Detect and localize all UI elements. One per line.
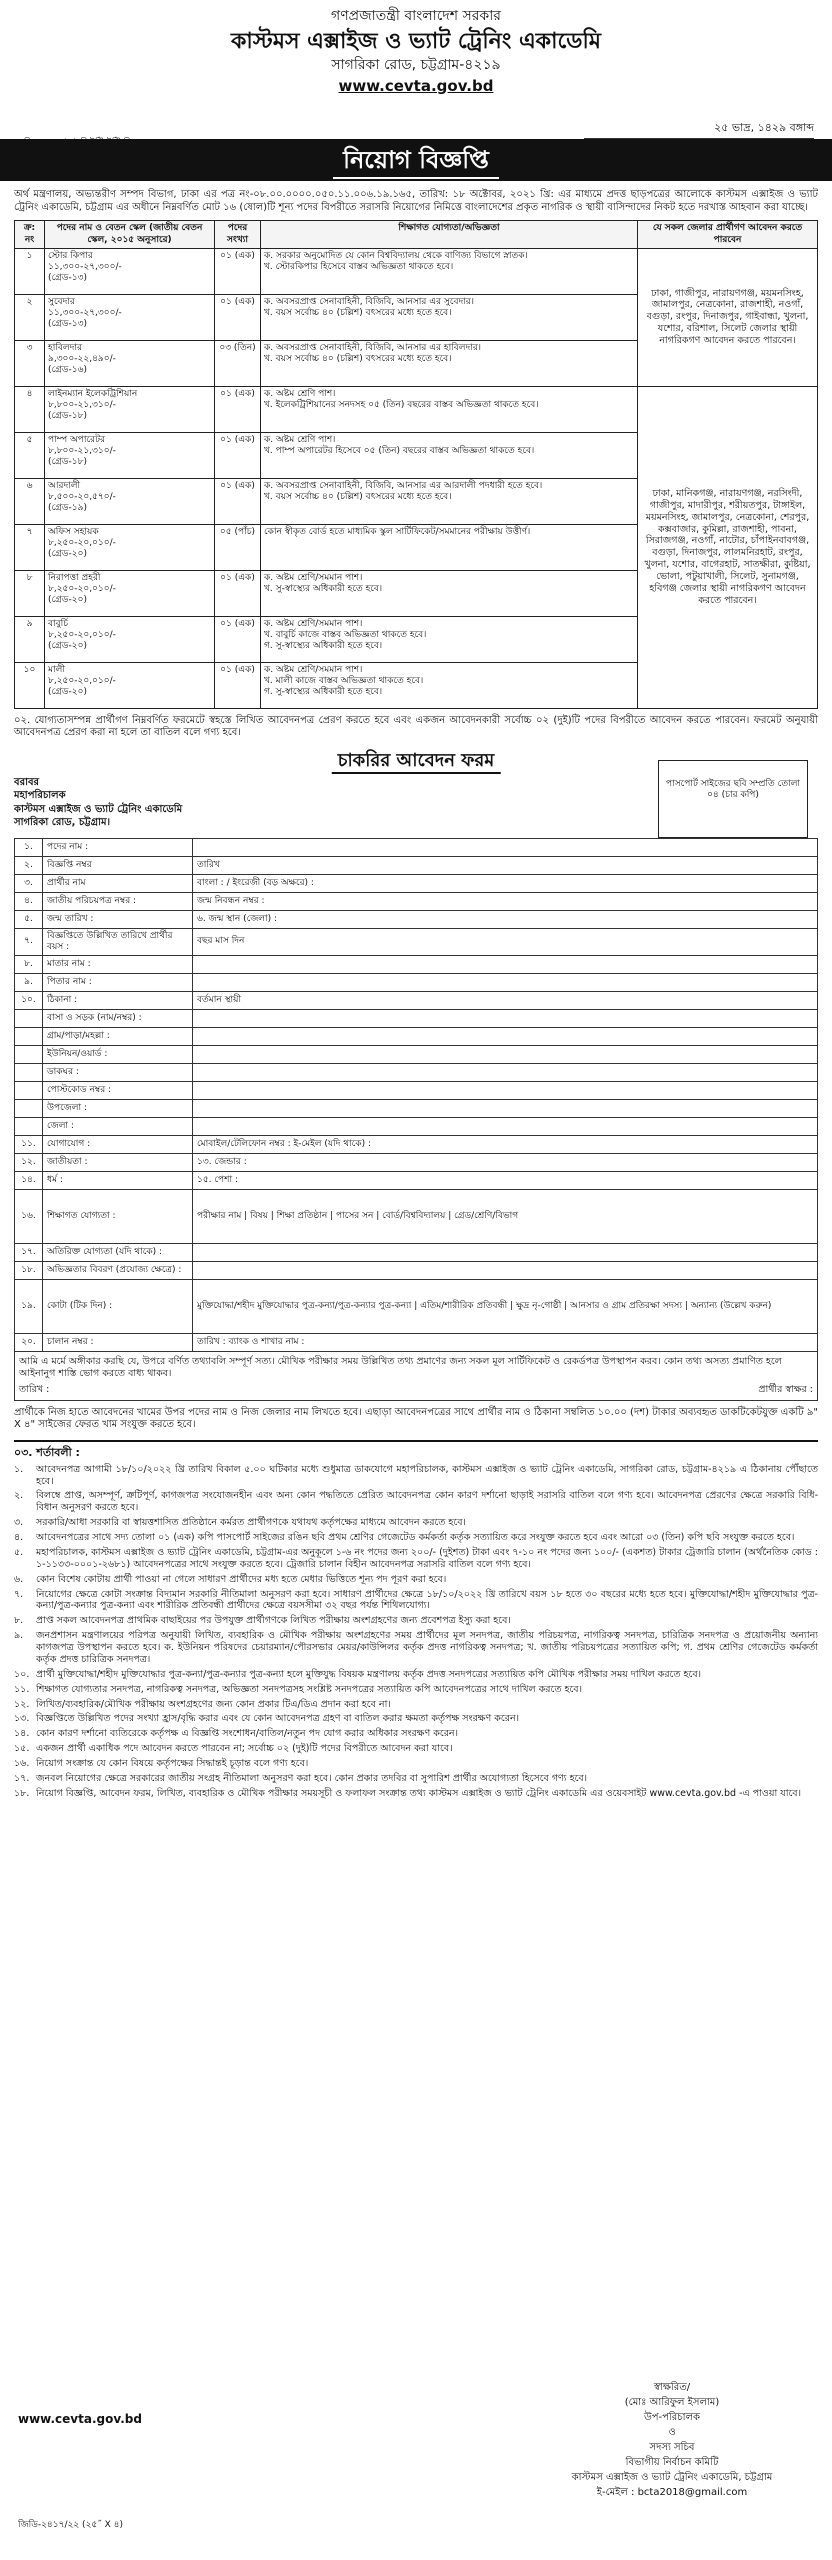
condition-number: ১৭. [14, 1772, 30, 1784]
form-row [15, 1280, 818, 1334]
condition-number: ৯. [14, 1630, 24, 1642]
form-row [15, 974, 818, 992]
form-row-label: কোটা (টিক দিন) : [43, 1280, 193, 1334]
condition-number: ২. [14, 1490, 24, 1502]
form-title: চাকরির আবেদন ফরম [332, 750, 501, 775]
job-grade: (গ্রেড-২০) [48, 595, 87, 606]
form-row-extra: বাংলা : / ইংরেজী (বড় অক্ষরে) : [193, 874, 818, 892]
form-row-label: বিজ্ঞপ্তিতে উল্লিখিত তারিখে প্রার্থীর বয়স : [43, 928, 193, 956]
form-row-number: ১৪. [15, 1172, 43, 1190]
notice-title: নিয়োগ বিজ্ঞপ্তি [333, 143, 499, 179]
condition-text: সরকারি/আধা সরকারি বা স্বায়ত্তশাসিত প্রতিষ্ঠানে কর্মরত প্রার্থীগণকে যথাযথ কর্তৃপক্ষের মাধ্যমে আবেদন করতে হবে। [36, 1517, 466, 1529]
form-row-field[interactable] [193, 1100, 818, 1118]
application-form [14, 838, 818, 1353]
academy-address: সাগরিকা রোড, চট্টগ্রাম-৪২১৯ [331, 57, 501, 73]
condition-text: আবেদনপত্র আগামী ১৮/১০/২০২২ খ্রি তারিখ বিকাল ৫.০০ ঘটিকার মধ্যে শুধুমাত্র ডাকযোগে মহাপরিচালক, কাস্টমস এক্সাইজ ও ভ্যাট ট্রেনিং একাডেমি, সাগরিকা রোড, চট্টগ্রাম-৪২১৯ এ ঠিকানায় পৌঁছাতে হবে। [36, 1463, 818, 1487]
form-row-field[interactable] [193, 1064, 818, 1082]
job-grade: (গ্রেড-১৩) [48, 319, 87, 330]
form-row-number: ১০. [15, 992, 43, 1010]
job-post [45, 478, 215, 524]
job-scale: ৯,৩০০-২২,৪৯০/- [48, 354, 116, 364]
job-qual-line: খ. বয়স সর্বোচ্চ ৪০ (চল্লিশ) বৎসরের মধ্যে হতে হবে। [264, 308, 452, 318]
job-post-name: বাবুর্চি [48, 618, 69, 629]
form-row-number: ১৯. [15, 1280, 43, 1334]
condition-text: কোন কারণ দর্শানো ব্যতিরেকে কর্তৃপক্ষ এ বিজ্ঞপ্তি সংশোধন/বাতিল/নতুন পদ যোগ করার অধিকার সংরক্ষণ করেন। [36, 1728, 459, 1740]
condition-item [14, 1490, 818, 1514]
job-qual-line: খ. পাম্প অপারেটর হিসেবে ০৫ (তিন) বছরের বাস্তব অভিজ্ঞতা থাকতে হবে। [264, 446, 535, 456]
form-row-number [15, 1010, 43, 1028]
condition-item [14, 1589, 818, 1613]
form-row-extra: মোবাইল/টেলিফোন নম্বর : ই-মেইল (যদি থাকে) : [193, 1136, 818, 1154]
condition-number: ১. [14, 1463, 24, 1475]
job-post [45, 294, 215, 340]
notice-banner [0, 139, 832, 181]
col-post: পদের নাম ও বেতন স্কেল (জাতীয় বেতন স্কেল, ২০১৫ অনুসারে) [45, 221, 215, 249]
job-post-name: অফিস সহায়ক [48, 526, 99, 537]
photo-box: পাসপোর্ট সাইজের ছবি সম্প্রতি তোলা ০৪ (চার কপি) [658, 760, 808, 838]
form-row [15, 838, 818, 856]
job-qual-line: ক. সরকার অনুমোদিত যে কোন বিশ্ববিদ্যালয় থেকে বাণিজ্য বিভাগে স্নাতক। [264, 250, 528, 261]
form-row-extra: বর্তমান স্থায়ী [193, 992, 818, 1010]
signer-committee: বিভাগীয় নির্বাচন কমিটি [625, 2457, 719, 2468]
job-qual-line: গ. সু-স্বাস্থ্যের অধিকারী হতে হবে। [264, 687, 383, 698]
footer-website[interactable]: www.cevta.gov.bd [18, 2412, 142, 2426]
condition-number: ১২. [14, 1698, 30, 1710]
job-no: ৫ [15, 432, 45, 478]
condition-text: বিজ্ঞপ্তিতে উল্লিখিত পদের সংখ্যা হ্রাস/বৃদ্ধি করার এবং যে কোন আবেদনপত্র গ্রহণ বা বাতিল করার ক্ষমতা কর্তৃপক্ষ সংরক্ষণ করেন। [36, 1713, 520, 1725]
job-qual-line: ক. অষ্টম শ্রেণি/সমমান পাশ। [264, 664, 363, 675]
job-grade: (গ্রেড-১৩) [48, 273, 87, 284]
form-body [15, 838, 818, 1352]
job-qual-line: ক. অষ্টম শ্রেণি/সমমান পাশ। [264, 618, 363, 629]
condition-text: আবেদনপত্রের সাথে সদ্য তোলা ০১ (এক) কপি পাসপোর্ট সাইজের রঙিন ছবি প্রথম শ্রেণির গেজেটেড কর্মকর্তা কর্তৃক সত্যায়িত করে সংযুক্ত করতে হবে এবং আরো ০৩ (তিন) কপি ছবি সংযুক্ত করতে হবে। [36, 1532, 795, 1543]
form-row [15, 1136, 818, 1154]
form-row-field[interactable] [193, 1262, 818, 1280]
job-row [15, 386, 818, 432]
condition-text: নিয়োগের ক্ষেত্রে কোটা সংক্রান্ত বিদ্যমান সরকারি নীতিমালা অনুসরণ করা হবে। সাধারণ প্রার্থীদের ক্ষেত্রে ১৮/১০/২০২২ খ্রি তারিখে বয়স ১৮ হতে ৩০ বছরের মধ্যে হতে হবে। মুক্তিযোদ্ধা/শহীদ মুক্তিযোদ্ধার পুত্র-কন্যা/পুত্র-কন্যার পুত্র-কন্যা এবং শারীরিক প্রতিবন্ধী প্রার্থীদের ক্ষেত্রে বয়সসীমা ৩২ বছর পর্যন্ত শিথিলযোগ্য। [36, 1588, 818, 1612]
form-row-number [15, 1118, 43, 1136]
signer-name: (মোঃ আরিফুল ইসলাম) [624, 2397, 720, 2408]
job-count: ০১ (এক) [215, 616, 261, 662]
job-count: ০১ (এক) [215, 432, 261, 478]
form-row-field[interactable] [193, 1244, 818, 1262]
condition-item [14, 1773, 818, 1785]
job-qual-line: ক. অবসরপ্রাপ্ত সেনাবাহিনী, বিজিবি, আনসার এর সুবেদার। [264, 296, 474, 307]
job-grade: (গ্রেড-২০) [48, 687, 87, 698]
form-row-number: ২০. [15, 1334, 43, 1352]
condition-number: ১৬. [14, 1758, 30, 1769]
form-row [15, 1064, 818, 1082]
job-no: ২ [15, 294, 45, 340]
form-row [15, 928, 818, 956]
form-row [15, 910, 818, 928]
form-row [15, 1010, 818, 1028]
condition-item [14, 1699, 818, 1711]
signer-and: ও [668, 2427, 676, 2438]
form-row-number: ৫. [15, 910, 43, 928]
form-row-field[interactable] [193, 1010, 818, 1028]
form-row [15, 892, 818, 910]
job-qual-line: ক. অবসরপ্রাপ্ত সেনাবাহিনী, বিজিবি, আনসার এর হাবিলদার। [264, 342, 482, 353]
condition-number: ১৫. [14, 1743, 30, 1755]
job-post-name: পাম্প অপারেটর [48, 434, 105, 445]
job-qualification [261, 662, 638, 708]
condition-text: জনপ্রশাসন মন্ত্রণালয়ের পরিপত্র অনুযায়ী লিখিত, ব্যবহারিক ও মৌখিক পরীক্ষায় অংশগ্রহণের সময় প্রার্থীদের মূল সনদপত্র, জাতীয় পরিচয়পত্র, নাগরিকত্ব সনদপত্র, চারিত্রিক সনদপত্র ও প্রয়োজনীয় অন্যান্য কাগজপত্র উপস্থাপন করতে হবে। ক. ইউনিয়ন পরিষদের চেয়ারম্যান/পৌরসভার মেয়র/কাউন্সিলর কর্তৃক প্রদত্ত নাগরিকত্ব সনদপত্র; খ. জাতীয় পরিচয়পত্রের সত্যায়িত কপি; গ. প্রথম শ্রেণির গেজেটেড কর্মকর্তা কর্তৃক প্রদত্ত চারিত্রিক সনদপত্র। [36, 1630, 818, 1665]
condition-number: ৫. [14, 1546, 24, 1558]
condition-item [14, 1713, 818, 1725]
form-row-number: ১. [15, 838, 43, 856]
job-count: ০১ (এক) [215, 294, 261, 340]
form-row [15, 1262, 818, 1280]
print-code: জিডি-২৪১৭/২২ (২৫˝ X ৪) [18, 2520, 123, 2530]
form-row-number: ৩. [15, 874, 43, 892]
addr-line-2: মহাপরিচালক [14, 790, 66, 802]
form-row-number [15, 1028, 43, 1046]
signer-member: সদস্য সচিব [649, 2442, 695, 2453]
addr-line-3: কাস্টমস এক্সাইজ ও ভ্যাট ট্রেনিং একাডেমি [14, 803, 183, 815]
form-signature-label: প্রার্থীর স্বাক্ষর : [758, 1384, 813, 1395]
form-row [15, 1244, 818, 1262]
job-count: ০১ (এক) [215, 478, 261, 524]
form-row [15, 1100, 818, 1118]
job-post [45, 662, 215, 708]
condition-number: ৪. [14, 1532, 24, 1543]
intro-paragraph: অর্থ মন্ত্রণালয়, অভ্যন্তরীণ সম্পদ বিভাগ, ঢাকা এর পত্র নং-০৮.০০.০০০০.০৫০.১১.০০৬.১৯.১৬৫, তারিখ: ১৮ অক্টোবর, ২০২১ খ্রি: এর মাধ্যমে প্রদত্ত ছাড়পত্রের আলোকে কাস্টমস এক্সাইজ ও ভ্যাট ট্রেনিং একাডেমি, চট্টগ্রাম এর অধীনে নিম্নবর্ণিত মোট ১৬ (ষোল)টি শূন্য পদের বিপরীতে সরাসরি নিয়োগের নিমিত্তে বাংলাদেশের প্রকৃত নাগরিক ও স্থায়ী বাসিন্দাদের নিকট হতে দরখাস্ত আহবান করা যাচ্ছে। [14, 189, 818, 213]
form-row-extra: ৬. জন্ম স্থান (জেলা) : [193, 910, 818, 928]
form-row-label: শিক্ষাগত যোগ্যতা : [43, 1190, 193, 1244]
job-qualification [261, 340, 638, 386]
condition-item [14, 1788, 818, 1800]
job-qual-line: খ. বয়স সর্বোচ্চ ৪০ (চল্লিশ) বৎসরের মধ্যে হতে হবে। [264, 354, 452, 364]
job-post [45, 432, 215, 478]
form-row-field[interactable] [193, 1118, 818, 1136]
job-count: ০১ (এক) [215, 662, 261, 708]
job-count: ০৫ (পাঁচ) [215, 524, 261, 570]
job-post-name: হাবিলদার [48, 342, 82, 353]
form-row-label: ধর্ম : [43, 1172, 193, 1190]
job-no: ৯ [15, 616, 45, 662]
job-post-name: নিরাপত্তা প্রহরী [48, 572, 101, 583]
form-row-label: গ্রাম/পাড়া/মহল্লা : [43, 1028, 193, 1046]
addr-line-4: সাগরিকা রোড, চট্টগ্রাম। [14, 817, 111, 829]
condition-item [14, 1669, 818, 1681]
job-grade: (গ্রেড-১৮) [48, 411, 87, 422]
condition-number: ১১. [14, 1683, 30, 1695]
job-qualification [261, 478, 638, 524]
job-grade: (গ্রেড-২০) [48, 641, 87, 652]
signer-email[interactable]: ই-মেইল : bcta2018@gmail.com [596, 2487, 748, 2498]
form-row-label: জেলা : [43, 1118, 193, 1136]
form-row-number: ১৬. [15, 1190, 43, 1244]
job-count: ০১ (এক) [215, 248, 261, 294]
job-qual-line: খ. স্টোরকিপার হিসেবে বাস্তব অভিজ্ঞতা থাকতে হবে। [264, 262, 454, 272]
col-qual: শিক্ষাগত যোগ্যতা/অভিজ্ঞতা [261, 221, 638, 249]
form-row-label: অতিরিক্ত যোগ্যতা (যদি থাকে) : [43, 1244, 193, 1262]
form-row-extra: মুক্তিযোদ্ধা/শহীদ মুক্তিযোদ্ধার পুত্র-কন্যা/পুত্র-কন্যার পুত্র-কন্যা | এতিম/শারীরিক প্রতিবন্ধী | ক্ষুদ্র নৃ-গোষ্ঠী | আনসার ও গ্রাম প্রতিরক্ষা সদস্য | অন্যান্য (উল্লেখ করুন) [193, 1280, 818, 1334]
condition-item [14, 1517, 818, 1529]
job-qual-line: ক. অষ্টম শ্রেণি পাশ। [264, 434, 336, 445]
form-row-field[interactable] [193, 1028, 818, 1046]
form-row-number [15, 1046, 43, 1064]
job-post-name: স্টোর কিপার [48, 250, 93, 261]
form-row-extra: পরীক্ষার নাম | বিষয় | শিক্ষা প্রতিষ্ঠান | পাসের সন | বোর্ড/বিশ্ববিদ্যালয় | গ্রেড/শ্রেণি/বিভাগ [193, 1190, 818, 1244]
job-scale: ৮,২৫০-২০,০১০/- [48, 676, 116, 686]
job-count: ০১ (এক) [215, 386, 261, 432]
condition-number: ১৮. [14, 1787, 30, 1799]
form-row-label: ইউনিয়ন/ওয়ার্ড : [43, 1046, 193, 1064]
form-row [15, 1118, 818, 1136]
condition-number: ৬. [14, 1573, 24, 1585]
job-count: ০১ (এক) [215, 570, 261, 616]
form-row-number [15, 1064, 43, 1082]
signed-label: স্বাক্ষরিত/ [653, 2382, 691, 2393]
form-row-label: পদের নাম : [43, 838, 193, 856]
form-row-label: ঠিকানা : [43, 992, 193, 1010]
form-row [15, 874, 818, 892]
job-qual-line: খ. বাবুর্চি কাজে বাস্তব অভিজ্ঞতা থাকতে হবে। [264, 630, 427, 640]
job-post [45, 570, 215, 616]
form-row [15, 992, 818, 1010]
job-post [45, 386, 215, 432]
job-qualification [261, 248, 638, 294]
col-no: ক্র: নং [15, 221, 45, 249]
condition-item [14, 1758, 818, 1770]
condition-number: ১৩. [14, 1713, 30, 1725]
form-row-field[interactable] [193, 974, 818, 992]
job-qualification [261, 616, 638, 662]
form-row-label: অভিজ্ঞতার বিবরণ (প্রযোজ্য ক্ষেত্রে) : [43, 1262, 193, 1280]
form-row-label: পিতার নাম : [43, 974, 193, 992]
form-row [15, 1154, 818, 1172]
form-row-label: বিজ্ঞপ্তি নম্বর [43, 856, 193, 874]
condition-text: প্রাপ্ত সকল আবেদনপত্র প্রাথমিক বাছাইয়ের পর উপযুক্ত প্রার্থীগণকে লিখিত পরীক্ষায় অংশগ্রহণের জন্য প্রবেশপত্র ইস্যু করা হবে। [36, 1615, 511, 1627]
job-qual-line: গ. সু-স্বাস্থ্যের অধিকারী হতে হবে। [264, 641, 383, 652]
job-no: ৭ [15, 524, 45, 570]
signer-title: উপ-পরিচালক [643, 2412, 701, 2423]
condition-text: কোন বিশেষ কোটায় প্রার্থী পাওয়া না গেলে সাধারণ প্রার্থীদের মধ্য হতে মেধার ভিত্তিতে শূন্য পদ পূরণ করা হবে। [36, 1573, 447, 1585]
form-row-label: চালান নম্বর : [43, 1334, 193, 1352]
condition-item [14, 1743, 818, 1755]
form-row-extra: জন্ম নিবন্ধন নম্বর : [193, 892, 818, 910]
condition-item [14, 1464, 818, 1488]
job-grade: (গ্রেড-১৬) [48, 365, 87, 376]
job-qual-line: ক. অষ্টম শ্রেণি পাশ। [264, 388, 336, 399]
job-post-name: লাইনম্যান ইলেকট্রিশিয়ান [48, 388, 138, 399]
job-post-name: সুবেদার [48, 296, 75, 307]
form-row-number: ৪. [15, 892, 43, 910]
form-row-field[interactable] [193, 1046, 818, 1064]
condition-text: শিক্ষাগত যোগ্যতার সনদপত্র, নাগরিকত্ব সনদপত্র, অভিজ্ঞতা সনদপত্রসহ সংশ্লিষ্ট সনদপত্রের সত্যায়িত কপি আবেদনপত্রের সাথে দাখিল করতে হবে। [36, 1683, 582, 1695]
condition-item [14, 1684, 818, 1696]
conditions-list [14, 1464, 818, 1800]
job-post-name: আরদালী [48, 480, 81, 491]
form-row-label: জাতীয়তা : [43, 1154, 193, 1172]
jobs-body [15, 248, 818, 708]
form-row-label: জাতীয় পরিচয়পত্র নম্বর : [43, 892, 193, 910]
academy-website[interactable]: www.cevta.gov.bd [338, 76, 494, 95]
form-row-number: ৮. [15, 956, 43, 974]
job-qualification [261, 386, 638, 432]
form-row-number: ১১. [15, 1136, 43, 1154]
form-row-field[interactable] [193, 1082, 818, 1100]
job-qual-line: ক. অবসরপ্রাপ্ত সেনাবাহিনী, বিজিবি, আনসার এর আরদালী পদধারী হতে হবে। [264, 480, 543, 491]
job-qual-line: ক. অষ্টম শ্রেণি/সমমান পাশ। [264, 572, 363, 583]
condition-text: জনবল নিয়োগের ক্ষেত্রে সরকারের জাতীয় সংগ্রহ নীতিমালা অনুসরণ করা হবে। কোন প্রকার তদবির বা সুপারিশ প্রার্থীর অযোগ্যতা হিসেবে গণ্য হবে। [36, 1772, 588, 1784]
form-row-field[interactable] [193, 956, 818, 974]
districts-group-a: ঢাকা, গাজীপুর, নারায়ণগঞ্জ, ময়মনসিংহ, জামালপুর, নেত্রকোনা, রাজশাহী, নওগাঁ, বগুড়া, রংপুর, দিনাজপুর, গাইবান্ধা, খুলনা, যশোর, বরিশাল, সিলেট জেলার স্থায়ী নাগরিকগণ আবেদন করতে পারবেন। [638, 248, 818, 386]
form-row-extra: তারিখ : ব্যাংক ও শাখার নাম : [193, 1334, 818, 1352]
condition-item [14, 1547, 818, 1571]
job-no: ৩ [15, 340, 45, 386]
declaration [14, 1351, 818, 1401]
col-count: পদের সংখ্যা [215, 221, 261, 249]
form-row [15, 856, 818, 874]
job-count: ০৩ (তিন) [215, 340, 261, 386]
form-row-number: ১৭. [15, 1244, 43, 1262]
job-qual-line: খ. বয়স সর্বোচ্চ ৪০ (চল্লিশ) বৎসরের মধ্যে হতে হবে। [264, 492, 452, 502]
form-row-number: ২. [15, 856, 43, 874]
form-row-label: বাসা ও সড়ক (নাম/নম্বর) : [43, 1010, 193, 1028]
job-qual-line: খ. সু-স্বাস্থ্যের অধিকারী হতে হবে। [264, 584, 383, 594]
form-date-label: তারিখ : [19, 1384, 50, 1395]
condition-item [14, 1630, 818, 1666]
addr-line-1: বরাবর [14, 776, 40, 788]
academy-name: কাস্টমস এক্সাইজ ও ভ্যাট ট্রেনিং একাডেমি [230, 28, 601, 54]
condition-item [14, 1532, 818, 1544]
condition-number: ১০. [14, 1668, 30, 1680]
form-row-extra: ১৩. জেন্ডার : [193, 1154, 818, 1172]
form-row-extra: তারিখ [193, 856, 818, 874]
form-row [15, 1028, 818, 1046]
form-row [15, 1190, 818, 1244]
job-scale: ৮,২৫০-২০,০১০/- [48, 538, 116, 548]
form-row-label: প্রার্থীর নাম [43, 874, 193, 892]
declaration-text: আমি এ মর্মে অঙ্গীকার করছি যে, উপরে বর্ণিত তথ্যাবলি সম্পূর্ণ সত্য। মৌখিক পরীক্ষার সময় উল্লিখিত তথ্য প্রমাণের জন্য সকল মূল সার্টিফিকেট ও রেকর্ডপত্র উপস্থাপন করব। কোন তথ্য অসত্য প্রমাণিত হলে আইনানুগ শাস্তি ভোগ করতে বাধ্য থাকব। [19, 1356, 782, 1380]
job-post [45, 340, 215, 386]
districts-group-b: ঢাকা, মানিকগঞ্জ, নারায়ণগঞ্জ, নরসিংদী, গাজীপুর, মাদারীপুর, শরীয়তপুর, টাঙ্গাইল, ময়মনসিংহ, জামালপুর, নেত্রকোনা, শেরপুর, কক্সবাজার, কুমিল্লা, রাজশাহী, পাবনা, সিরাজগঞ্জ, নওগাঁ, নাটোর, চাঁপাইনবাবগঞ্জ, বগুড়া, দিনাজপুর, লালমনিরহাট, রংপুর, খুলনা, যশোর, বাগেরহাট, সাতক্ষীরা, কুষ্টিয়া, ভোলা, পটুয়াখালী, সিলেট, সুনামগঞ্জ, হবিগঞ্জ জেলার স্থায়ী নাগরিকগণ আবেদন করতে পারবেন। [638, 386, 818, 708]
condition-text: মহাপরিচালক, কাস্টমস এক্সাইজ ও ভ্যাট ট্রেনিং একাডেমি, চট্টগ্রাম-এর অনুকূলে ১-৬ নং পদের জন্য ২০০/- (দুইশত) টাকা এবং ৭-১০ নং পদের জন্য ১০০/- (একশত) টাকার ট্রেজারি চালান (অর্থনৈতিক কোড : ১-১১৩৩-০০০১-২৬৮১) আবেদনপত্রের সাথে সংযুক্ত করতে হবে। ট্রেজারি চালান বিহীন আবেদনপত্র সরাসরি বাতিল বলে গণ্য হবে। [36, 1546, 818, 1570]
job-grade: (গ্রেড-১৯) [48, 503, 87, 514]
form-row-label: ডাকঘর : [43, 1064, 193, 1082]
job-post-name: মালী [48, 664, 65, 675]
form-row-label: মাতার নাম : [43, 956, 193, 974]
jobs-table [14, 220, 818, 709]
condition-item [14, 1574, 818, 1586]
signature-block [552, 2380, 792, 2500]
job-scale: ৮,২৫০-২০,০১০/- [48, 584, 116, 594]
form-row-extra: ১৫. পেশা : [193, 1172, 818, 1190]
job-post [45, 616, 215, 662]
condition-item [14, 1728, 818, 1740]
job-grade: (গ্রেড-২০) [48, 549, 87, 560]
signer-org: কাস্টমস এক্সাইজ ও ভ্যাট ট্রেনিং একাডেমি, চট্টগ্রাম [571, 2472, 773, 2483]
job-scale: ১১,৩০০-২৭,৩০০/- [48, 262, 122, 272]
job-post [45, 248, 215, 294]
jobs-header-row [15, 221, 818, 249]
conditions-title: ০৩. শর্তাবলী : [14, 1440, 818, 1460]
form-row-number: ১৮. [15, 1262, 43, 1280]
form-row [15, 1082, 818, 1100]
job-qual-line: খ. মালী কাজে বাস্তব অভিজ্ঞতা থাকতে হবে। [264, 676, 424, 686]
job-post [45, 524, 215, 570]
condition-number: ৭. [14, 1588, 24, 1600]
job-no: ৬ [15, 478, 45, 524]
job-qualification [261, 570, 638, 616]
condition-number: ৩. [14, 1517, 24, 1529]
condition-text: নিয়োগ বিজ্ঞপ্তি, আবেদন ফরম, লিখিত, ব্যবহারিক ও মৌখিক পরীক্ষার সময়সূচী ও ফলাফল সংক্রান্ত তথ্য কাস্টমস এক্সাইজ ও ভ্যাট ট্রেনিং একাডেমি এর ওয়েবসাইট www.cevta.gov.bd -এ পাওয়া যাবে। [36, 1787, 801, 1799]
form-row [15, 1334, 818, 1352]
letterhead [14, 0, 818, 95]
job-no: ৪ [15, 386, 45, 432]
job-qual-line: খ. ইলেকট্রিশিয়ানের সনদসহ ০৫ (তিন) বছরের বাস্তব অভিজ্ঞতা থাকতে হবে। [264, 400, 539, 410]
form-row-number [15, 1082, 43, 1100]
job-qualification [261, 432, 638, 478]
job-scale: ৮,৮০০-২১,৩১০/- [48, 446, 116, 456]
form-row-label: যোগাযোগ : [43, 1136, 193, 1154]
condition-number: ১৪. [14, 1728, 30, 1740]
form-row-field[interactable] [193, 838, 818, 856]
condition-text: প্রার্থী মুক্তিযোদ্ধা/শহীদ মুক্তিযোদ্ধার পুত্র-কন্যা/পুত্র-কন্যার পুত্র-কন্যা হলে মুক্তিযুদ্ধ বিষয়ক মন্ত্রণালয় কর্তৃক প্রদত্ত সনদপত্রের সত্যায়িত কপি মৌখিক পরীক্ষার সময় দাখিল করতে হবে। [36, 1668, 701, 1680]
job-scale: ১১,৩০০-২৭,৩০০/- [48, 308, 122, 318]
form-row-number [15, 1100, 43, 1118]
form-row [15, 1046, 818, 1064]
col-districts: যে সকল জেলার প্রার্থীগণ আবেদন করতে পারবেন [638, 221, 818, 249]
note-two: ০২. যোগ্যতাসম্পন্ন প্রার্থীগণ নিম্নবর্ণিত ফরমেটে স্বহস্তে লিখিত আবেদনপত্র প্রেরণ করতে হবে এবং একজন আবেদনকারী সর্বোচ্চ ০২ (দুই)টি পদের বিপরীতে আবেদন করতে পারবেন। ফরমেট অনুযায়ী আবেদনপত্র প্রেরণ করা না হলে তা বাতিল বলে গণ্য হবে। [14, 714, 818, 739]
job-no: ১ [15, 248, 45, 294]
job-no: ৮ [15, 570, 45, 616]
form-row [15, 956, 818, 974]
form-row-label: উপজেলা : [43, 1100, 193, 1118]
job-qualification [261, 524, 638, 570]
job-no: ১০ [15, 662, 45, 708]
job-scale: ৮,২৫০-২০,০১০/- [48, 630, 116, 640]
form-row-label: পোস্টকোড নম্বর : [43, 1082, 193, 1100]
form-row-number: ৭. [15, 928, 43, 956]
condition-item [14, 1615, 818, 1627]
job-scale: ৮,৮০০-২১,৩১০/- [48, 400, 116, 410]
form-row-number: ৯. [15, 974, 43, 992]
condition-text: লিখিত/ব্যবহারিক/মৌখিক পরীক্ষায় অংশগ্রহণের জন্য কোন প্রকার টিএ/ডিএ প্রদান করা হবে না। [36, 1698, 391, 1710]
form-row-extra: বছর মাস দিন [193, 928, 818, 956]
condition-number: ৮. [14, 1615, 24, 1627]
envelope-note: প্রার্থীকে নিজ হাতে আবেদনের খামের উপর পদের নাম ও নিজ জেলার নাম লিখতে হবে। এছাড়া আবেদনপত্রের সাথে প্রার্থীর নাম ও ঠিকানা সম্বলিত ১০.০০ (দশ) টাকার অব্যবহৃত ডাকটিকেটযুক্ত একটি ৯" X ৪" সাইজের ফেরত খাম সংযুক্ত করতে হবে। [14, 1406, 818, 1431]
form-row-number: ১২. [15, 1154, 43, 1172]
gov-title: গণপ্রজাতন্ত্রী বাংলাদেশ সরকার [331, 8, 501, 24]
condition-text: নিয়োগ সংক্রান্ত যে কোন বিষয়ে কর্তৃপক্ষের সিদ্ধান্তই চূড়ান্ত বলে গণ্য হবে। [36, 1758, 309, 1769]
job-qual-line: কোন স্বীকৃত বোর্ড হতে মাধ্যমিক স্কুল সার্টিফিকেট/সমমানের পরীক্ষায় উত্তীর্ণ। [264, 526, 531, 537]
condition-text: বিলম্বে প্রাপ্ত, অসম্পূর্ণ, ক্রটিপূর্ণ, কাগজপত্র সংযোজনহীন এবং অন্য কোন পদ্ধতিতে প্রেরিত আবেদনপত্র কোন কারণ দর্শানো ছাড়াই সরাসরি বাতিল বলে গণ্য হবে। আবেদনপত্র প্রেরণের ক্ষেত্রে সরকারি বিধি-বিধান অনুসরণ করতে হবে। [36, 1490, 818, 1514]
date-bengali: ২৫ ভাদ্র, ১৪২৯ বঙ্গাব্দ [714, 121, 814, 134]
form-row [15, 1172, 818, 1190]
condition-text: একজন প্রার্থী একাধিক পদে আবেদন করতে পারবেন না; সর্বোচ্চ ০২ (দুই)টি পদের বিপরীতে আবেদন করা যাবে। [36, 1743, 453, 1755]
job-grade: (গ্রেড-১৮) [48, 457, 87, 468]
job-scale: ৮,৫০০-২০,৫৭০/- [48, 492, 116, 502]
job-row [15, 248, 818, 294]
job-qualification [261, 294, 638, 340]
form-row-label: জন্ম তারিখ : [43, 910, 193, 928]
